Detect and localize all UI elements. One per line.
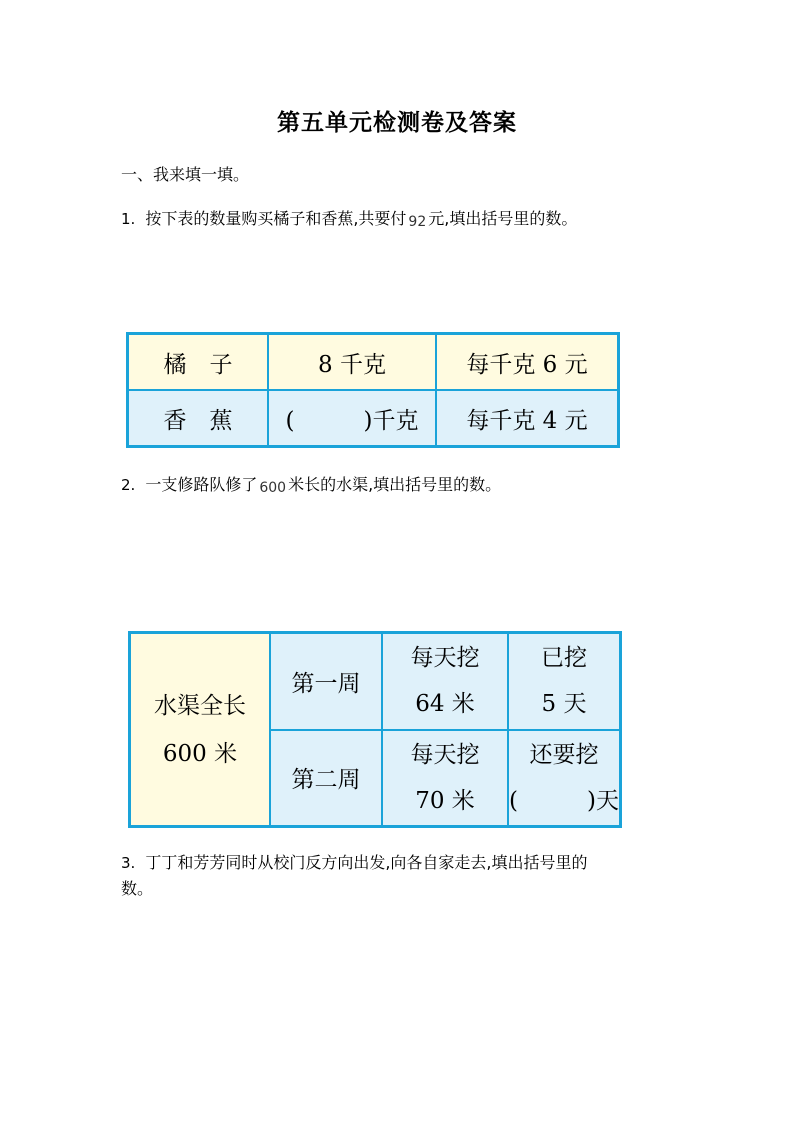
table-cell: 每千克 6 元 (436, 334, 619, 391)
table-cell: 橘 子 (128, 334, 269, 391)
answer-blank-cell[interactable]: ( )千克 (268, 390, 436, 447)
question-text: 元,填出括号里的数。 (428, 209, 578, 228)
amount: 600 (259, 480, 287, 496)
question-text: 一支修路队修了 (145, 475, 258, 494)
cell-text: 64 米 (415, 691, 475, 718)
cell-text: 5 天 (541, 691, 587, 718)
cell-text: 每天挖 (410, 645, 480, 672)
question-2 (121, 472, 501, 496)
week-2-rate-cell (382, 730, 508, 827)
table-cell: 8 千克 (268, 334, 436, 391)
table-row (130, 633, 621, 730)
cell-text: 已挖 (541, 645, 587, 672)
question-text: 按下表的数量购买橘子和香蕉,共要付 (145, 209, 407, 228)
question-3 (121, 850, 588, 873)
cell-text: 还要挖 (529, 741, 599, 768)
question-text: 米长的水渠,填出括号里的数。 (288, 475, 502, 494)
table-row (128, 390, 619, 447)
answer-blank-cell[interactable] (508, 730, 621, 827)
section-heading: 一、我来填一填。 (121, 165, 250, 184)
cell-text: 600 米 (162, 740, 238, 767)
amount: 92 (408, 214, 427, 230)
cell-text: 每天挖 (410, 741, 480, 768)
cell-text: ( )天 (509, 787, 619, 814)
table-cell: 香 蕉 (128, 390, 269, 447)
cell-text: 水渠全长 (154, 692, 246, 719)
question-number: 3. (121, 854, 136, 872)
question-1 (121, 206, 577, 230)
canal-length-cell (130, 633, 271, 827)
week-1-dug-cell (508, 633, 621, 730)
question-number: 1. (121, 210, 136, 228)
week-2-cell: 第二周 (270, 730, 382, 827)
canal-table (128, 631, 622, 828)
week-1-cell: 第一周 (270, 633, 382, 730)
week-1-rate-cell (382, 633, 508, 730)
purchase-table (126, 332, 620, 448)
question-text: 丁丁和芳芳同时从校门反方向出发,向各自家走去,填出括号里的 (145, 853, 588, 872)
table-cell: 每千克 4 元 (436, 390, 619, 447)
question-3-continued: 数。 (121, 879, 154, 898)
table-row (128, 334, 619, 391)
question-number: 2. (121, 476, 136, 494)
cell-text: 70 米 (415, 787, 475, 814)
page-title: 第五单元检测卷及答案 (277, 110, 517, 136)
